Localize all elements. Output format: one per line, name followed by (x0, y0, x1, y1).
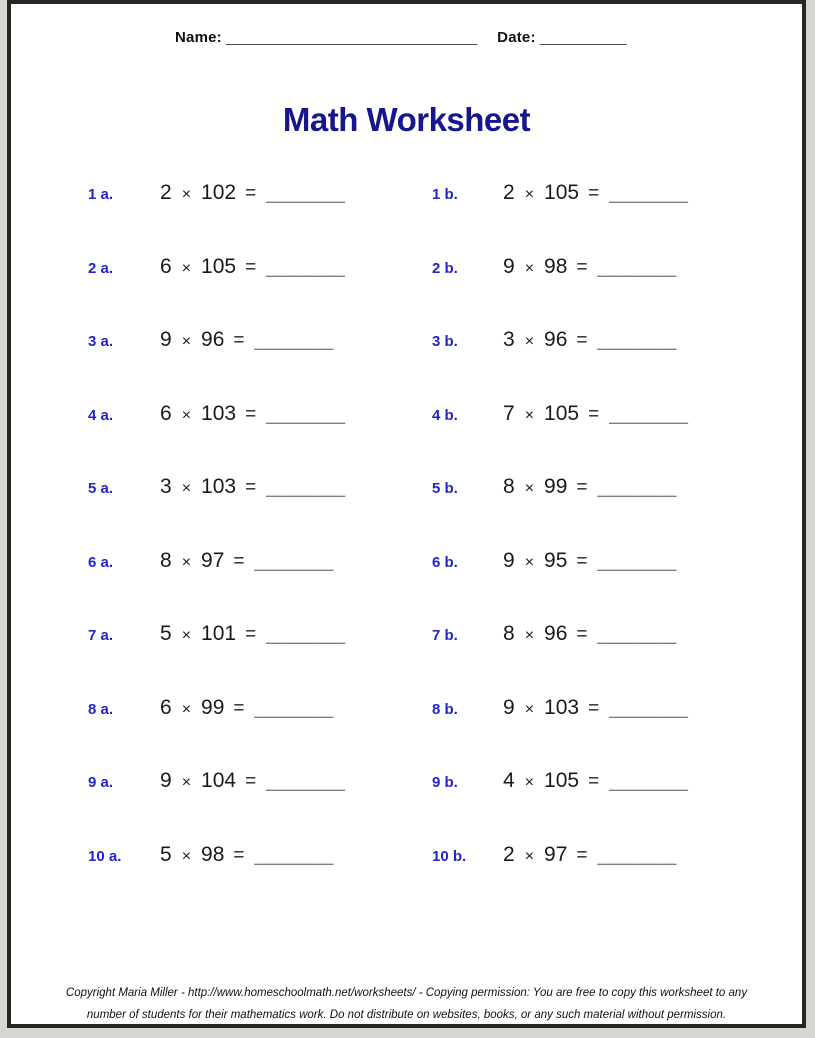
multiply-sign: × (181, 333, 192, 350)
equals-sign: = (233, 844, 245, 866)
multiply-sign: × (524, 553, 535, 571)
problem-number: 6 a. (88, 553, 114, 571)
operand-1: 9 (160, 328, 172, 351)
problem-expression (160, 475, 344, 499)
problem-row (11, 255, 802, 329)
problem-expression (503, 402, 687, 426)
date-label: Date: (497, 29, 536, 46)
multiply-sign: × (181, 259, 192, 277)
problem-number: 9 a. (88, 774, 114, 791)
problem-expression (503, 255, 676, 279)
operand-1: 5 (160, 622, 172, 645)
operand-2: 103 (201, 475, 237, 498)
answer-blank: _______ (254, 842, 333, 866)
name-blank-line: ________________________________ (226, 29, 477, 46)
equals-sign: = (588, 771, 600, 792)
operand-1: 3 (160, 475, 172, 498)
problem-number: 2 b. (432, 259, 458, 277)
problem-expression (503, 696, 687, 720)
problem-number: 7 b. (432, 627, 458, 644)
problem-expression (503, 769, 687, 793)
equals-sign: = (233, 697, 245, 719)
multiply-sign: × (524, 406, 535, 424)
problem-number: 5 b. (432, 480, 458, 497)
operand-1: 9 (503, 695, 515, 719)
problem-number: 8 a. (88, 700, 114, 718)
operand-1: 3 (503, 328, 515, 351)
problem-number: 3 b. (432, 333, 458, 350)
multiply-sign: × (524, 186, 535, 203)
answer-blank: _______ (266, 181, 345, 204)
copyright-text: Copyright Maria Miller - http://www.homeschoolmath.net/worksheets/ - Copying permission: You are free to copy this worksheet to any number of students for their mathematics work. Do not distribute on websites, books, or any such material without permission. (65, 987, 748, 1021)
answer-blank: _______ (609, 695, 688, 719)
operand-1: 2 (503, 181, 515, 204)
problem-number: 8 b. (432, 700, 458, 718)
operand-1: 8 (160, 548, 172, 572)
equals-sign: = (588, 183, 600, 204)
problem-expression (160, 328, 333, 352)
operand-1: 8 (503, 622, 515, 645)
operand-1: 2 (503, 842, 515, 866)
answer-blank: _______ (609, 181, 688, 204)
problem-number: 5 a. (88, 480, 114, 497)
equals-sign: = (233, 550, 245, 572)
multiply-sign: × (181, 627, 192, 644)
multiply-sign: × (524, 627, 535, 644)
operand-1: 8 (503, 475, 515, 498)
operand-1: 2 (160, 181, 172, 204)
problem-row (11, 475, 802, 549)
problem-number: 7 a. (88, 627, 114, 644)
problem-expression (160, 622, 344, 646)
answer-blank: _______ (609, 401, 688, 425)
problem-expression (160, 696, 333, 720)
problem-number: 6 b. (432, 553, 458, 571)
problem-expression (160, 843, 333, 867)
operand-1: 9 (503, 548, 515, 572)
problem-expression (503, 622, 676, 646)
operand-2: 105 (544, 401, 580, 425)
multiply-sign: × (181, 700, 192, 718)
answer-blank: _______ (597, 475, 676, 498)
problem-expression (160, 549, 333, 573)
multiply-sign: × (524, 847, 535, 865)
operand-2: 105 (201, 254, 237, 278)
operand-2: 103 (544, 695, 580, 719)
answer-blank: _______ (266, 622, 345, 645)
operand-2: 97 (201, 548, 225, 572)
operand-2: 105 (544, 181, 580, 204)
problem-expression (503, 549, 676, 573)
equals-sign: = (245, 256, 257, 278)
problem-number: 2 a. (88, 259, 114, 277)
equals-sign: = (245, 624, 257, 645)
equals-sign: = (576, 844, 588, 866)
answer-blank: _______ (254, 328, 333, 351)
answer-blank: _______ (266, 769, 345, 792)
problems-grid (11, 181, 802, 916)
operand-1: 6 (160, 401, 172, 425)
multiply-sign: × (181, 186, 192, 203)
problem-expression (503, 475, 676, 499)
multiply-sign: × (524, 259, 535, 277)
problem-number: 4 a. (88, 406, 114, 424)
multiply-sign: × (181, 480, 192, 497)
equals-sign: = (233, 330, 245, 351)
multiply-sign: × (181, 847, 192, 865)
answer-blank: _______ (609, 769, 688, 792)
problem-expression (503, 181, 687, 205)
equals-sign: = (576, 256, 588, 278)
operand-2: 99 (544, 475, 568, 498)
operand-1: 9 (503, 254, 515, 278)
problem-row (11, 549, 802, 623)
problem-row (11, 328, 802, 402)
problem-expression (503, 843, 676, 867)
problem-number: 4 b. (432, 406, 458, 424)
answer-blank: _______ (254, 695, 333, 719)
problem-number: 1 b. (432, 186, 458, 203)
operand-2: 98 (544, 254, 568, 278)
operand-2: 98 (201, 842, 225, 866)
problem-expression (160, 769, 344, 793)
problem-row (11, 696, 802, 770)
copyright-footer (11, 982, 802, 1026)
operand-1: 4 (503, 769, 515, 792)
multiply-sign: × (524, 480, 535, 497)
operand-2: 99 (201, 695, 225, 719)
operand-2: 97 (544, 842, 568, 866)
problem-expression (160, 402, 344, 426)
problem-row (11, 402, 802, 476)
problem-row (11, 622, 802, 696)
equals-sign: = (245, 183, 257, 204)
operand-2: 96 (544, 328, 568, 351)
name-label: Name: (175, 29, 222, 46)
operand-2: 96 (544, 622, 568, 645)
operand-2: 95 (544, 548, 568, 572)
equals-sign: = (576, 330, 588, 351)
multiply-sign: × (181, 774, 192, 791)
operand-2: 96 (201, 328, 225, 351)
answer-blank: _______ (266, 401, 345, 425)
operand-2: 105 (544, 769, 580, 792)
multiply-sign: × (524, 774, 535, 791)
operand-1: 6 (160, 695, 172, 719)
answer-blank: _______ (597, 328, 676, 351)
multiply-sign: × (524, 700, 535, 718)
operand-1: 6 (160, 254, 172, 278)
problem-row (11, 843, 802, 917)
operand-2: 104 (201, 769, 237, 792)
problem-number: 1 a. (88, 186, 114, 203)
problem-row (11, 769, 802, 843)
answer-blank: _______ (597, 548, 676, 572)
problem-number: 3 a. (88, 333, 114, 350)
problem-expression (160, 255, 344, 279)
equals-sign: = (588, 403, 600, 425)
equals-sign: = (245, 771, 257, 792)
operand-2: 103 (201, 401, 237, 425)
multiply-sign: × (524, 333, 535, 350)
answer-blank: _______ (266, 254, 345, 278)
equals-sign: = (576, 624, 588, 645)
equals-sign: = (245, 477, 257, 498)
answer-blank: _______ (254, 548, 333, 572)
problem-number: 10 a. (88, 847, 122, 865)
answer-blank: _______ (597, 842, 676, 866)
name-date-row (175, 29, 626, 46)
equals-sign: = (588, 697, 600, 719)
equals-sign: = (576, 550, 588, 572)
worksheet-page (7, 0, 806, 1028)
answer-blank: _______ (597, 254, 676, 278)
equals-sign: = (576, 477, 588, 498)
problem-row (11, 181, 802, 255)
equals-sign: = (245, 403, 257, 425)
problem-number: 10 b. (432, 847, 467, 865)
problem-expression (160, 181, 344, 205)
operand-1: 7 (503, 401, 515, 425)
operand-2: 102 (201, 181, 237, 204)
operand-1: 5 (160, 842, 172, 866)
operand-1: 9 (160, 769, 172, 792)
multiply-sign: × (181, 406, 192, 424)
problem-expression (503, 328, 676, 352)
problem-number: 9 b. (432, 774, 458, 791)
page-title: Math Worksheet (282, 101, 531, 138)
answer-blank: _______ (266, 475, 345, 498)
operand-2: 101 (201, 622, 237, 645)
answer-blank: _______ (597, 622, 676, 645)
date-blank-line: ___________ (539, 29, 627, 46)
multiply-sign: × (181, 553, 192, 571)
